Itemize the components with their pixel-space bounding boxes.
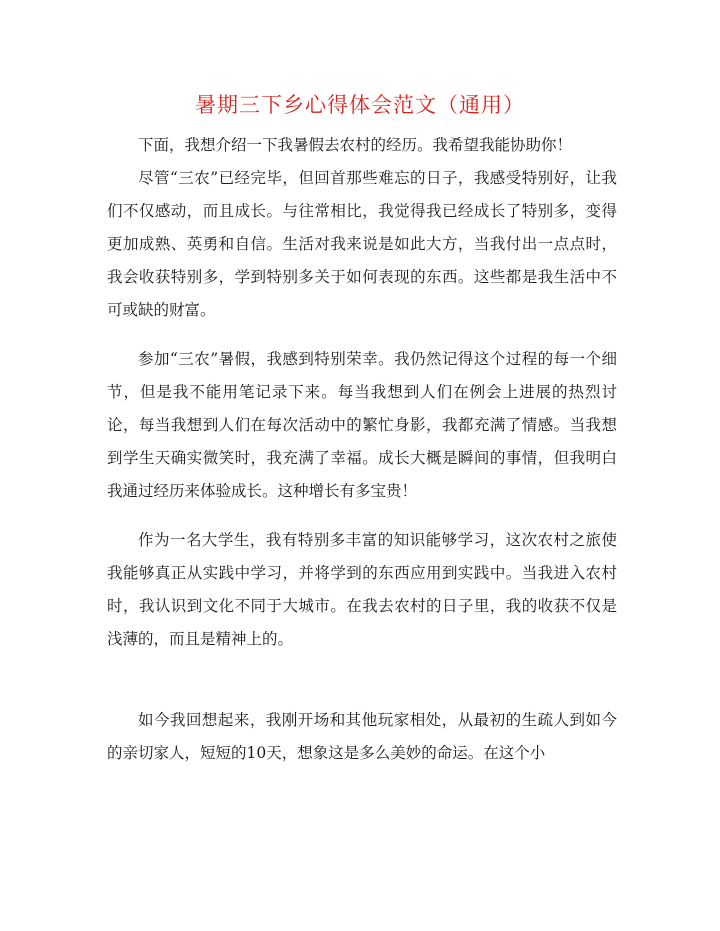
paragraph-practice: 作为一名大学生，我有特别多丰富的知识能够学习，这次农村之旅使我能够真正从实践中学习，并将学到的东西应用到实践中。当我进入农村时，我认识到文化不同于大城市。在我去农村的日子里，我的收获不仅是浅薄的，而且是精神上的。	[107, 531, 617, 648]
document-title: 暑期三下乡心得体会范文（通用）	[195, 93, 525, 117]
paragraph-honor: 参加“三农”暑假，我感到特别荣幸。我仍然记得这个过程的每一个细节，但是我不能用笔记录下来。每当我想到人们在例会上进展的热烈讨论，每当我想到人们在每次活动中的繁忙身影，我都充满了情感。当我想到学生天确实微笑时，我充满了幸福。成长大概是瞬间的事情，但我明白我通过经历来体验成长。这种增长有多宝贵！	[107, 350, 617, 500]
paragraph-intro: 下面，我想介绍一下我暑假去农村的经历。我希望我能协助你！	[138, 136, 573, 154]
paragraph-reflection: 如今我回想起来，我刚开场和其他玩家相处，从最初的生疏人到如今的亲切家人，短短的10天，想象这是多么美妙的命运。在这个小	[107, 711, 617, 762]
paragraph-growth: 尽管“三农”已经完毕，但回首那些难忘的日子，我感受特别好，让我们不仅感动，而且成长。与往常相比，我觉得我已经成长了特别多，变得更加成熟、英勇和自信。生活对我来说是如此大方，当我付出一点点时，我会收获特别多，学到特别多关于如何表现的东西。这些都是我生活中不可或缺的财富。	[107, 169, 617, 319]
